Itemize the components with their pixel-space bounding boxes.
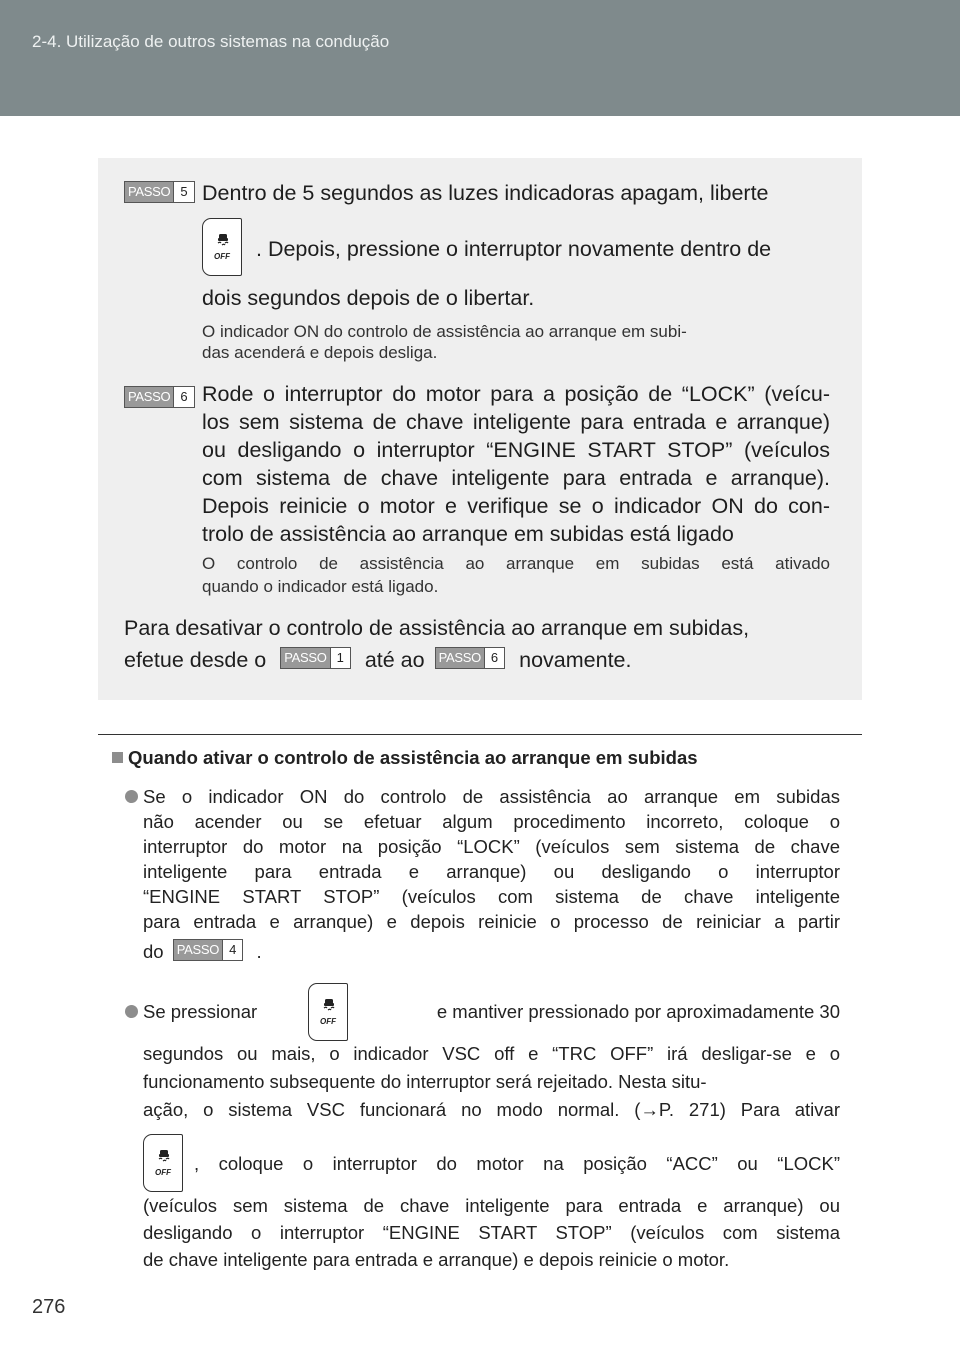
passo-1-badge: PASSO 1 [280, 647, 351, 669]
deactivate-line1: Para desativar o controlo de assistência ao arranque em subidas, [124, 616, 750, 640]
step5-line3: dois segundos depois de o libertar. [202, 286, 535, 310]
bullet2-line: desligando o interruptor “ENGINE START STOP” (veículos com sistema [143, 1222, 840, 1243]
bullet2-line: de chave inteligente para entrada e arranque) e depois reinicie o motor. [143, 1249, 730, 1270]
bullet2-line1-end: e mantiver pressionado por aproximadamente 30 [436, 1001, 840, 1022]
step6-note-line1: O controlo de assistência ao arranque em subidas está ativado [202, 554, 830, 573]
step6-line: trolo de assistência ao arranque em subidas está ligado [202, 522, 734, 546]
passo-4-badge: PASSO 4 [173, 939, 244, 961]
bullet2-line: ação, o sistema VSC funcionará no modo normal. (→P. 271) Para ativar [143, 1099, 840, 1120]
bullet1-last-line: do PASSO 4 . [143, 941, 262, 962]
hill-assist-off-button-icon: OFF [202, 218, 242, 276]
passo-6-badge: PASSO 6 [435, 647, 506, 669]
section-heading: Quando ativar o controlo de assistência ao arranque em subidas [128, 747, 698, 768]
step5-note-line1: O indicador ON do controlo de assistência ao arranque em subi- [202, 322, 687, 341]
step5-note-line2: das acenderá e depois desliga. [202, 343, 438, 362]
bullet1-line: para entrada e arranque) e depois reinicie o processo de reiniciar a partir [143, 911, 840, 932]
square-bullet-icon [112, 752, 123, 763]
circle-bullet-icon [125, 790, 138, 803]
step6-line: los sem sistema de chave inteligente para entrada e arranque) [202, 410, 830, 434]
bullet1-line: Se o indicador ON do controlo de assistência ao arranque em subidas [143, 786, 840, 807]
step6-line: Rode o interruptor do motor para a posição de “LOCK” (veícu- [202, 382, 830, 406]
step6-line: com sistema de chave inteligente para entrada e arranque). [202, 466, 830, 490]
bullet2-line1-start: Se pressionar [143, 1001, 258, 1022]
step5-line1: Dentro de 5 segundos as luzes indicadoras apagam, liberte [202, 181, 769, 205]
step5-line2: . Depois, pressione o interruptor novamente dentro de [256, 237, 772, 261]
bullet1-line: “ENGINE START STOP” (veículos com sistema de chave inteligente [143, 886, 840, 907]
passo-6-badge: PASSO 6 [124, 386, 195, 408]
passo-5-badge: PASSO 5 [124, 181, 195, 203]
section-divider [98, 734, 862, 735]
step6-line: Depois reinicie o motor e verifique se o indicador ON do con- [202, 494, 830, 518]
skid-car-icon [322, 998, 336, 1012]
hill-assist-off-button-icon: OFF [143, 1134, 183, 1192]
step6-line: ou desligando o interruptor “ENGINE START STOP” (veículos [202, 438, 830, 462]
bullet1-line: inteligente para entrada e arranque) ou desligando o interruptor [143, 861, 840, 882]
hill-assist-off-button-icon: OFF [308, 983, 348, 1041]
bullet1-line: não acender ou se efetuar algum procedimento incorreto, coloque o [143, 811, 840, 832]
bullet2-line: (veículos sem sistema de chave inteligente para entrada e arranque) ou [143, 1195, 840, 1216]
bullet2-line: segundos ou mais, o indicador VSC off e “TRC OFF” irá desligar-se e o [143, 1043, 840, 1064]
skid-car-icon [216, 233, 230, 247]
step6-note-line2: quando o indicador está ligado. [202, 577, 439, 596]
bullet1-line: interruptor do motor na posição “LOCK” (veículos sem sistema de chave [143, 836, 840, 857]
bullet2-line5: , coloque o interruptor do motor na posição “ACC” ou “LOCK” [194, 1153, 840, 1174]
chapter-header [0, 0, 960, 116]
skid-car-icon [157, 1149, 171, 1163]
chapter-title: 2-4. Utilização de outros sistemas na condução [32, 32, 390, 51]
bullet2-line: funcionamento subsequente do interruptor será rejeitado. Nesta situ- [143, 1071, 707, 1092]
deactivate-line2: efetue desde o PASSO 1 até ao PASSO 6 novamente. [124, 648, 632, 672]
circle-bullet-icon [125, 1005, 138, 1018]
page-number: 276 [32, 1296, 66, 1318]
